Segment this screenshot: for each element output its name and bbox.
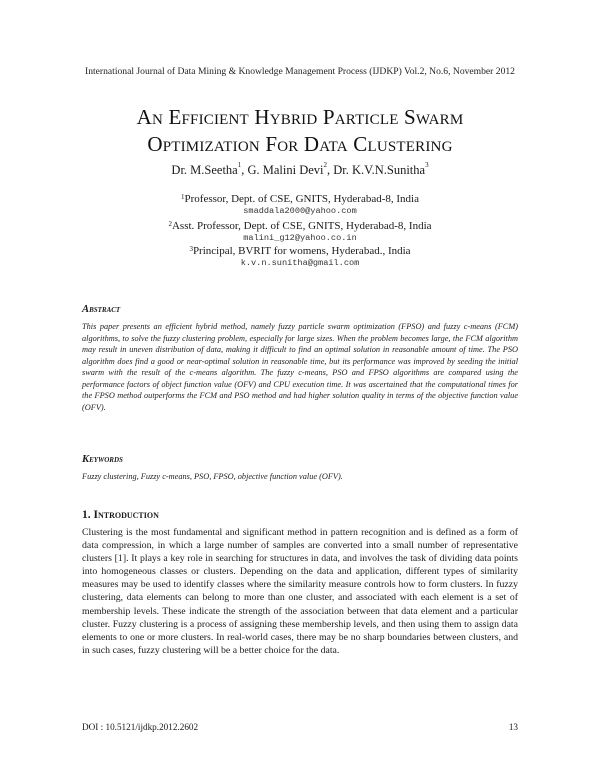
abstract-heading: Abstract bbox=[82, 304, 121, 315]
author-2: G. Malini Devi bbox=[247, 163, 324, 177]
running-head: International Journal of Data Mining & Knowledge Management Process (IJDKP) Vol.2, No.6, November 2012 bbox=[85, 66, 515, 77]
affiliation-text: Asst. Professor, Dept. of CSE, GNITS, Hyderabad-8, India bbox=[171, 220, 432, 232]
abstract-body: This paper presents an efficient hybrid method, namely fuzzy particle swarm optimization (FPSO) and fuzzy c-means (FCM) algorithms, to solve the fuzzy clustering problem, especially for large sizes. When the problem becomes large, the FCM algorithm may result in uneven distribution of data, making it difficult to find an optimal solution in reasonable amount of time. The PSO algorithm does find a good or near-optimal solution in reasonable time, but its performance was improved by seeding the initial swarm with the result of the c-means algorithm. The fuzzy c-means, PSO and FPSO algorithms are compared using the performance factors of object function value (OFV) and CPU execution time. It was ascertained that the computational times for the FPSO method outperforms the FCM and PSO method and had higher solution quality in terms of the objective function value (OFV). bbox=[82, 322, 518, 412]
paper-title bbox=[40, 104, 560, 158]
keywords-body: Fuzzy clustering, Fuzzy c-means, PSO, FPSO, objective function value (OFV). bbox=[82, 472, 343, 481]
paper-title-line-2: Optimization For Data Clustering bbox=[147, 132, 453, 156]
author-1: Dr. M.Seetha bbox=[171, 163, 238, 177]
affiliation-marker: 3 bbox=[189, 245, 193, 253]
author-2-affil-marker: 2 bbox=[323, 161, 328, 169]
introduction-body: Clustering is the most fundamental and significant method in pattern recognition and is defined as a form of data compression, in which a large number of samples are converted into a small number of representative clusters [1]. It plays a key role in searching for structures in data, and involves the task of dividing data points into homogeneous classes or clusters. Depending on the data and application, different types of similarity measures may be used to identify classes where the similarity measure controls how to form clusters. In fuzzy clustering, data elements can belong to more than one cluster, and associated with each element is a set of membership levels. These indicate the strength of the association between that data element and a particular cluster. Fuzzy clustering is a process of assigning these membership levels, and then using them to assign data elements to one or more clusters. In real-world cases, there may be no sharp boundaries between clusters, and in such cases, fuzzy clustering will be a better choice for the data. bbox=[82, 527, 518, 656]
author-separator: , bbox=[241, 163, 248, 177]
affiliation-text: Professor, Dept. of CSE, GNITS, Hyderabad-8, India bbox=[184, 193, 419, 205]
affiliation-email: malini_g12@yahoo.co.in bbox=[243, 233, 357, 243]
affiliation-marker: 1 bbox=[181, 193, 185, 201]
page-number: 13 bbox=[508, 722, 518, 732]
affiliation-text: Principal, BVRIT for womens, Hyderabad., India bbox=[192, 245, 411, 257]
author-separator: , bbox=[327, 163, 334, 177]
author-list bbox=[0, 163, 600, 178]
affiliation-marker: 2 bbox=[168, 220, 172, 228]
keywords-heading: Keywords bbox=[82, 454, 123, 465]
footer-doi: DOI : 10.5121/ijdkp.2012.2602 bbox=[82, 722, 199, 732]
introduction-heading: 1. Introduction bbox=[82, 509, 159, 521]
paper-title-line-1: An Efficient Hybrid Particle Swarm bbox=[136, 105, 464, 129]
author-3-affil-marker: 3 bbox=[425, 161, 429, 169]
affiliation-1 bbox=[0, 193, 600, 217]
author-1-affil-marker: 1 bbox=[237, 161, 242, 169]
affiliation-email: smaddala2000@yahoo.com bbox=[243, 206, 357, 216]
affiliation-3 bbox=[0, 245, 600, 269]
affiliation-email: k.v.n.sunitha@gmail.com bbox=[240, 258, 360, 268]
affiliation-2 bbox=[0, 220, 600, 244]
author-3: Dr. K.V.N.Sunitha bbox=[333, 163, 426, 177]
